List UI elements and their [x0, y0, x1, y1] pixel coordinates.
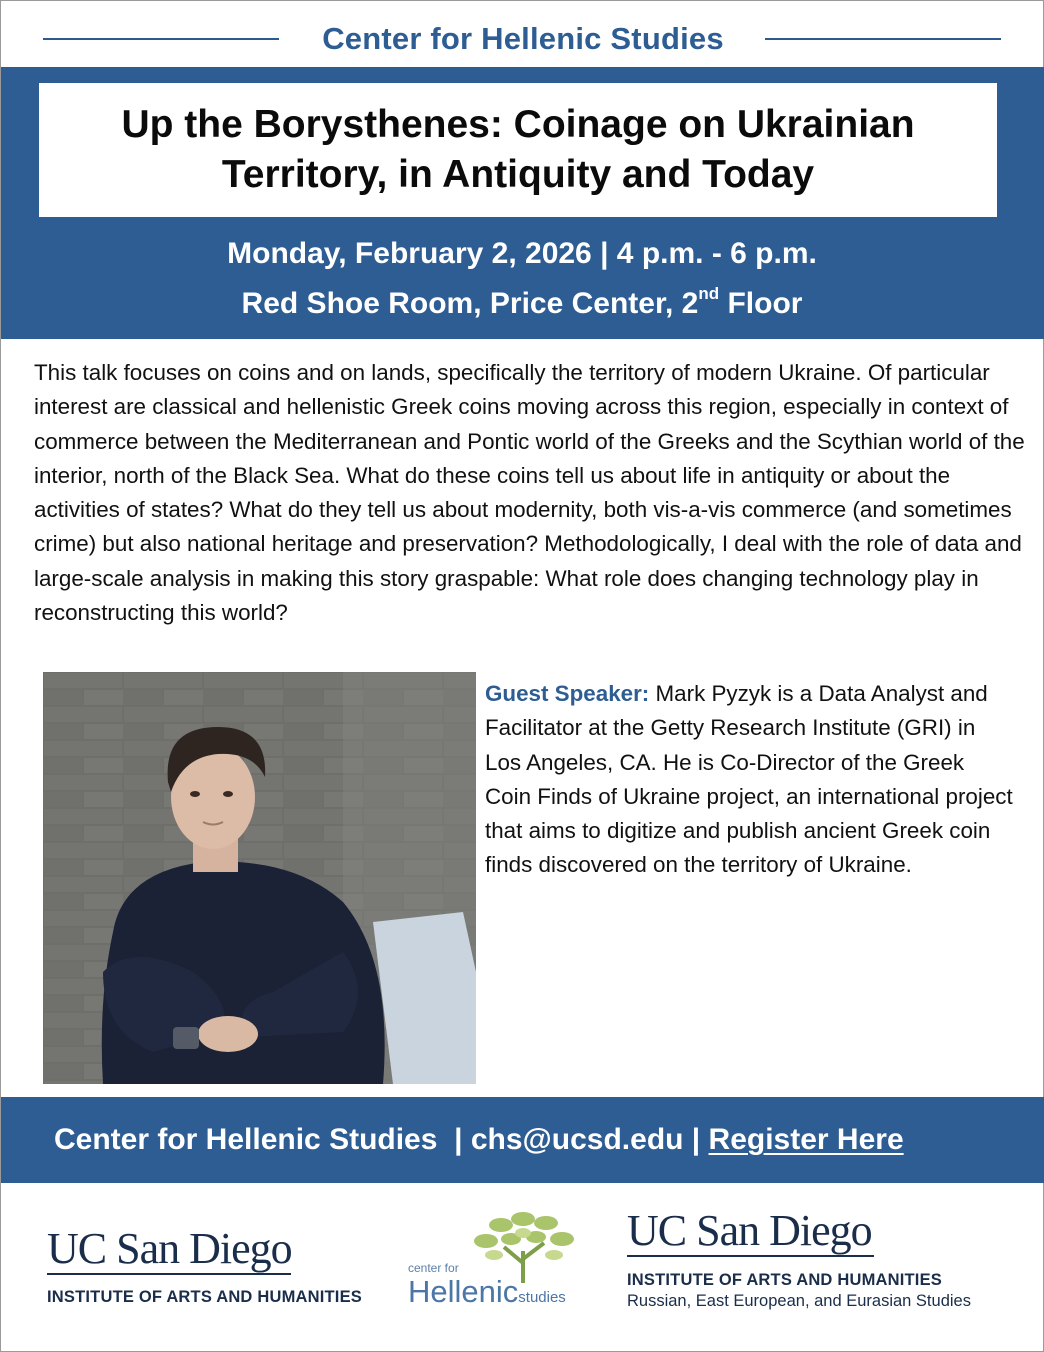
register-link[interactable]: Register Here	[708, 1123, 904, 1156]
location-end: Floor	[719, 287, 803, 320]
event-datetime: Monday, February 2, 2026 | 4 p.m. - 6 p.m.	[227, 237, 817, 270]
event-location	[1, 284, 1043, 321]
top-header	[1, 1, 1044, 67]
footer-separator: |	[683, 1123, 709, 1156]
chs-studies: studies	[518, 1289, 566, 1306]
header-org-name: Center for Hellenic Studies	[322, 21, 724, 56]
reees-subtitle: Russian, East European, and Eurasian Studies	[627, 1292, 971, 1310]
speaker-bio-text: Mark Pyzyk is a Data Analyst and Facilitator at the Getty Research Institute (GRI) in Los Angeles, CA. He is Co-Director of the Greek Coin Finds of Ukraine project, an international project that aims to digitize and publish ancient Greek coin finds discovered on the territory of Ukraine.	[485, 681, 1013, 878]
ucsd-reees-logo	[627, 1206, 1027, 1311]
speaker-bio	[485, 677, 1015, 883]
iah-subtitle-left: INSTITUTE OF ARTS AND HUMANITIES	[47, 1288, 363, 1306]
chs-wordmark	[408, 1274, 566, 1309]
ucsd-wordmark-left: UC San Diego	[47, 1224, 292, 1273]
event-title: Up the Borysthenes: Coinage on Ukrainian Territory, in Antiquity and Today	[121, 103, 915, 196]
ucsd-rule-right	[627, 1255, 874, 1257]
chs-hellenic: Hellenic	[408, 1274, 519, 1309]
contact-band	[1, 1097, 1044, 1183]
ucsd-wordmark-right: UC San Diego	[627, 1206, 872, 1255]
header-rule-right	[765, 38, 1001, 40]
speaker-photo	[43, 672, 476, 1084]
footer-org: Center for Hellenic Studies |	[54, 1123, 471, 1156]
olive-tree-icon	[466, 1211, 581, 1283]
ucsd-iah-logo	[47, 1224, 392, 1307]
location-ordinal: nd	[698, 284, 720, 303]
ucsd-rule-left	[47, 1273, 291, 1275]
chs-center-for: center for	[408, 1261, 459, 1275]
event-abstract: This talk focuses on coins and on lands, specifically the territory of modern Ukraine. Of particular interest are classical and hellenistic Greek coins moving across this region, especially in context of commerce between the Mediterranean and Pontic world of the Greeks and the Scythian world of the interior, north of the Black Sea. What do these coins tell us about life in antiquity or about the activities of states? What do they tell us about modernity, both vis-a-vis commerce (and sometimes crime) but also national heritage and preservation? Methodologically, I deal with the role of data and large-scale analysis in making this story graspable: What role does changing technology play in reconstructing this world?	[34, 360, 1025, 626]
contact-email[interactable]: chs@ucsd.edu	[470, 1123, 684, 1156]
guest-speaker-label: Guest Speaker:	[485, 681, 650, 706]
chs-logo	[406, 1211, 586, 1316]
iah-subtitle-right: INSTITUTE OF ARTS AND HUMANITIES	[627, 1271, 943, 1289]
title-box	[39, 83, 997, 217]
location-main: Red Shoe Room, Price Center, 2	[241, 287, 699, 320]
speaker-photo-illustration	[43, 672, 476, 1084]
